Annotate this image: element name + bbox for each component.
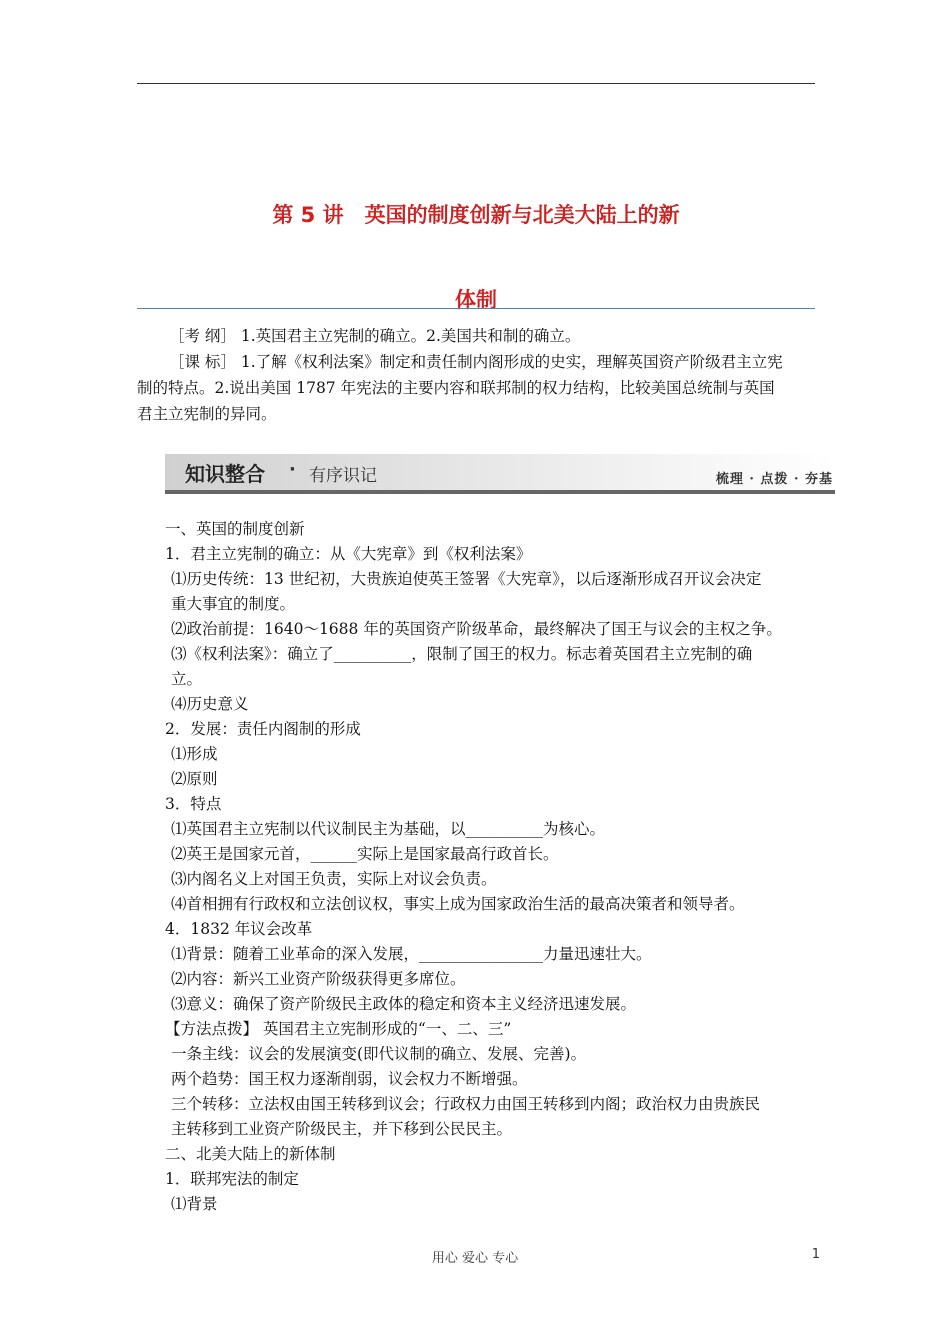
item-heading: 4．1832 年议会改革 [165, 920, 313, 938]
banner-main-title: 知识整合 [185, 462, 265, 486]
text-line: ⑵英王是国家元首，______实际上是国家最高行政首长。 [171, 845, 559, 863]
item-heading: 1．君主立宪制的确立：从《大宪章》到《权利法案》 [165, 545, 532, 563]
text-line: ⑴英国君主立宪制以代议制民主为基础，以__________为核心。 [171, 820, 606, 838]
text-line: ⑷历史意义 [171, 695, 249, 713]
text-line: 主转移到工业资产阶级民主，并下移到公民民主。 [171, 1120, 513, 1138]
text-line: ⑴形成 [171, 745, 218, 763]
text-line: ⑴历史传统：13 世纪初，大贵族迫使英王签署《大宪章》，以后逐渐形成召开议会决定 [171, 570, 762, 588]
text-line: ⑵政治前提：1640～1688 年的英国资产阶级革命，最终解决了国王与议会的主权之争。 [171, 620, 782, 638]
text-line: ⑶意义：确保了资产阶级民主政体的稳定和资本主义经济迅速发展。 [171, 995, 637, 1013]
banner-subtitle: 有序识记 [309, 466, 377, 486]
item-heading: 2．发展：责任内阁制的形成 [165, 720, 361, 738]
content-body [165, 517, 825, 1217]
text-line: ⑵原则 [171, 770, 218, 788]
banner-bar [165, 490, 835, 494]
text-line: ⑶《权利法案》：确立了__________，限制了国王的权力。标志着英国君主立宪制的确 [171, 645, 753, 663]
text-line: 两个趋势：国王权力逐渐削弱，议会权力不断增强。 [171, 1070, 528, 1088]
banner-dot: · [289, 459, 296, 480]
kebiao-line3: 君主立宪制的异同。 [137, 405, 277, 423]
item-heading: 1．联邦宪法的制定 [165, 1170, 299, 1188]
title-underline [137, 308, 815, 309]
text-line: ⑶内阁名义上对国王负责，实际上对议会负责。 [171, 870, 497, 888]
text-line: ⑵内容：新兴工业资产阶级获得更多席位。 [171, 970, 466, 988]
footer-motto: 用心 爱心 专心 [431, 1251, 519, 1266]
section-heading: 二、北美大陆上的新体制 [165, 1145, 336, 1163]
kaogang-line: ［考 纲］ 1.英国君主立宪制的确立。2.美国共和制的确立。 [169, 327, 581, 345]
page-title-line1: 第 5 讲 英国的制度创新与北美大陆上的新 [272, 203, 680, 227]
text-line: ⑴背景 [171, 1195, 218, 1213]
text-line: 立。 [171, 670, 203, 688]
text-line: 三个转移：立法权由国王转移到议会；行政权力由国王转移到内阁；政治权力由贵族民 [171, 1095, 761, 1113]
section-heading: 一、英国的制度创新 [165, 520, 305, 538]
page-title-line2: 体制 [455, 288, 497, 312]
kebiao-line2: 制的特点。2.说出美国 1787 年宪法的主要内容和联邦制的权力结构，比较美国总统制与英国 [137, 379, 775, 397]
intro-block [137, 323, 815, 427]
section-banner [165, 454, 835, 494]
page-number: 1 [811, 1247, 820, 1262]
header-rule [137, 83, 815, 84]
text-line: ⑴背景：随着工业革命的深入发展，________________力量迅速壮大。 [171, 945, 652, 963]
item-heading: 3．特点 [165, 795, 222, 813]
banner-tagline: 梳理 · 点拨 · 夯基 [715, 472, 833, 487]
method-tip-heading: 【方法点拨】 英国君主立宪制形成的“一、二、三” [165, 1020, 512, 1038]
text-line: ⑷首相拥有行政权和立法创议权，事实上成为国家政治生活的最高决策者和领导者。 [171, 895, 745, 913]
kebiao-line1: ［课 标］ 1.了解《权利法案》制定和责任制内阁形成的史实，理解英国资产阶级君主立宪 [169, 353, 783, 371]
text-line: 重大事宜的制度。 [171, 595, 296, 613]
text-line: 一条主线：议会的发展演变(即代议制的确立、发展、完善)。 [171, 1045, 587, 1063]
